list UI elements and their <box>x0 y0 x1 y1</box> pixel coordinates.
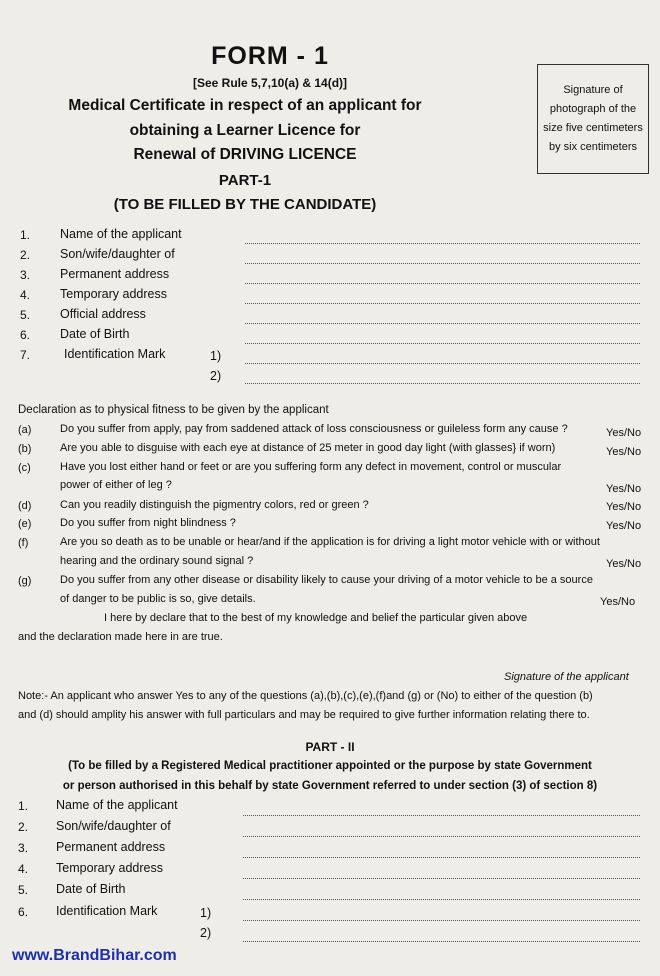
p2-field-label-relation: Son/wife/daughter of <box>56 819 171 833</box>
official-address-input-line[interactable] <box>245 323 640 324</box>
field-label-permanent-address: Permanent address <box>60 267 170 281</box>
relation-input-line[interactable] <box>245 263 640 264</box>
field-number: 3. <box>20 268 31 282</box>
p2-id-mark-number: 1) <box>200 906 212 920</box>
field-label-temporary-address: Temporary address <box>60 287 167 301</box>
part1-subtitle: (TO BE FILLED BY THE CANDIDATE) <box>113 196 377 213</box>
question-e-text: Do you suffer from night blindness ? <box>60 517 236 529</box>
field-number: 1. <box>18 799 29 813</box>
question-c-text-line-2: power of either of leg ? <box>60 479 172 491</box>
field-number: 6. <box>20 328 31 342</box>
p2-id-mark-1-input-line[interactable] <box>243 920 640 921</box>
note-line-2: and (d) should amplity his answer with full particulars and may be required to give further information relating there to. <box>18 709 590 721</box>
p2-name-input-line[interactable] <box>243 815 640 816</box>
field-label-name: Name of the applicant <box>60 227 182 241</box>
brandbihar-watermark: www.BrandBihar.com <box>12 947 177 964</box>
question-b-answer[interactable]: Yes/No <box>606 446 642 458</box>
field-label-official-address: Official address <box>60 307 146 321</box>
p2-field-label-identification-mark: Identification Mark <box>56 904 158 918</box>
rule-reference: [See Rule 5,7,10(a) & 14(d)] <box>192 76 348 90</box>
permanent-address-input-line[interactable] <box>245 283 640 284</box>
date-of-birth-input-line[interactable] <box>245 343 640 344</box>
certificate-heading-line-1: Medical Certificate in respect of an applicant for <box>68 97 422 114</box>
question-d-text: Can you readily distinguish the pigmentry colors, red or green ? <box>60 499 369 511</box>
question-letter: (e) <box>18 518 32 530</box>
photo-box-line: photograph of the <box>549 103 637 115</box>
question-d-answer[interactable]: Yes/No <box>606 501 642 513</box>
declaration-statement-line-2: and the declaration made here in are true. <box>18 631 223 643</box>
question-letter: (a) <box>18 424 32 436</box>
p2-field-label-date-of-birth: Date of Birth <box>56 882 126 896</box>
declaration-heading: Declaration as to physical fitness to be given by the applicant <box>18 404 329 416</box>
form-title: FORM - 1 <box>211 42 329 70</box>
question-b-text: Are you able to disguise with each eye at distance of 25 meter in good day light (with glasses} if worn) <box>60 442 556 454</box>
question-c-answer[interactable]: Yes/No <box>606 483 642 495</box>
field-number: 2. <box>18 820 29 834</box>
certificate-heading-line-3: Renewal of DRIVING LICENCE <box>133 146 357 163</box>
part1-title: PART-1 <box>218 172 272 189</box>
applicant-signature-label: Signature of the applicant <box>504 671 629 683</box>
field-label-relation: Son/wife/daughter of <box>60 247 175 261</box>
question-g-text-line-2: of danger to be public is so, give details. <box>60 593 256 605</box>
question-f-answer[interactable]: Yes/No <box>606 558 642 570</box>
question-letter: (f) <box>18 537 29 549</box>
p2-field-label-permanent-address: Permanent address <box>56 840 166 854</box>
question-g-text-line-1: Do you suffer from any other disease or disability likely to cause your driving of a motor vehicle to be a source <box>60 574 593 586</box>
field-label-identification-mark: Identification Mark <box>64 347 166 361</box>
question-e-answer[interactable]: Yes/No <box>606 520 642 532</box>
field-label-date-of-birth: Date of Birth <box>60 327 130 341</box>
p2-relation-input-line[interactable] <box>243 836 640 837</box>
id-mark-number: 2) <box>210 369 222 383</box>
question-a-answer[interactable]: Yes/No <box>606 427 642 439</box>
field-number: 3. <box>18 841 29 855</box>
field-number: 7. <box>20 348 31 362</box>
part2-subtitle-line-1: (To be filled by a Registered Medical practitioner appointed or the purpose by state Government <box>68 760 592 772</box>
field-number: 2. <box>20 248 31 262</box>
part2-subtitle-line-2: or person authorised in this behalf by state Government referred to under section (3) of section 8) <box>62 780 598 792</box>
question-letter: (d) <box>18 500 32 512</box>
field-number: 1. <box>20 228 31 242</box>
question-letter: (g) <box>18 575 32 587</box>
p2-id-mark-2-input-line[interactable] <box>243 941 640 942</box>
part2-title: PART - II <box>305 740 355 754</box>
field-number: 4. <box>18 862 29 876</box>
question-letter: (b) <box>18 443 32 455</box>
field-number: 5. <box>20 308 31 322</box>
id-mark-1-input-line[interactable] <box>245 363 640 364</box>
p2-field-label-temporary-address: Temporary address <box>56 861 163 875</box>
question-letter: (c) <box>18 462 31 474</box>
p2-temporary-address-input-line[interactable] <box>243 878 640 879</box>
id-mark-number: 1) <box>210 349 222 363</box>
p2-id-mark-number: 2) <box>200 926 212 940</box>
p2-date-of-birth-input-line[interactable] <box>243 899 640 900</box>
field-number: 4. <box>20 288 31 302</box>
certificate-heading-line-2: obtaining a Learner Licence for <box>129 122 361 139</box>
photo-box-line: size five centimeters <box>543 122 643 134</box>
question-a-text: Do you suffer from apply, pay from saddened attack of loss consciousness or guileless form any cause ? <box>60 423 568 435</box>
question-c-text-line-1: Have you lost either hand or feet or are you suffering form any defect in movement, control or muscular <box>60 461 562 473</box>
photo-box-line: Signature of <box>563 84 623 96</box>
question-f-text-line-1: Are you so death as to be unable or hear/and if the application is for driving a light motor vehicle with or without <box>60 536 600 548</box>
note-line-1: Note:- An applicant who answer Yes to any of the questions (a),(b),(c),(e),(f)and (g) or (No) to either of the question (b) <box>18 690 593 702</box>
field-number: 6. <box>18 905 29 919</box>
photo-signature-box <box>537 64 649 174</box>
field-number: 5. <box>18 883 29 897</box>
temporary-address-input-line[interactable] <box>245 303 640 304</box>
photo-box-line: by six centimeters <box>548 141 638 153</box>
question-f-text-line-2: hearing and the ordinary sound signal ? <box>60 555 254 567</box>
name-input-line[interactable] <box>245 243 640 244</box>
p2-field-label-name: Name of the applicant <box>56 798 178 812</box>
id-mark-2-input-line[interactable] <box>245 383 640 384</box>
question-g-answer[interactable]: Yes/No <box>600 596 636 608</box>
declaration-statement-line-1: I here by declare that to the best of my knowledge and belief the particular given above <box>104 612 528 624</box>
p2-permanent-address-input-line[interactable] <box>243 857 640 858</box>
